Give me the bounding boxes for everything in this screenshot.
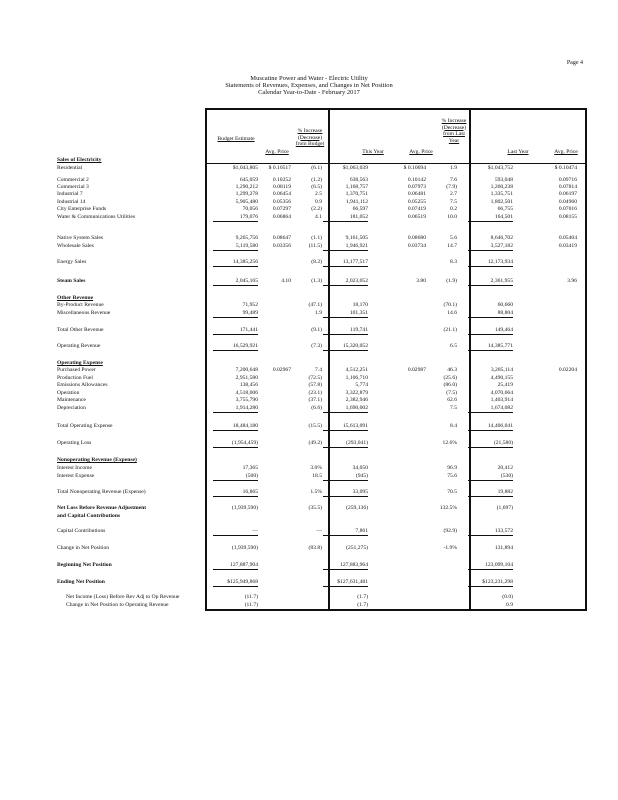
cell-this-year: 119,741 [323,327,368,335]
cell-budget: 70,056 [242,206,258,212]
table-row [0,214,618,222]
table-row [0,278,618,286]
cell-last-year-avg-price: $ 0.10474 [554,165,577,171]
cell-this-year: 127,883,964 [323,562,368,570]
table-row [0,528,618,536]
cell-this-year-avg-price: $ 0.10694 [403,165,426,171]
row-label: Interest Expense [57,473,95,479]
row-label: and Capital Contributions [57,513,121,519]
row-label: Depreciation [57,405,86,411]
table-row [0,405,618,413]
table-row [0,243,618,251]
cell-this-year: (293,041) [323,440,368,448]
col-header-last-avg: Avg. Price [554,149,578,155]
cell-budget: (1,939,590) [231,545,258,551]
table-row [0,473,618,481]
cell-this-year-pct: 2.7 [450,191,457,197]
cell-budget: 2,951,580 [235,375,258,381]
cell-this-year-avg-price: 0.02987 [407,367,426,373]
row-label: Water & Communications Utilities [57,214,136,220]
cell-budget: 179,076 [213,214,258,222]
row-label: Sales of Electricity [57,157,102,163]
cell-this-year: 13,177,517 [323,259,368,267]
cell-last-year-avg-price: 0.05404 [558,235,577,241]
cell-budget-pct: (6.1) [311,165,322,171]
cell-last-year: 60,660 [497,302,513,308]
cell-last-year: 4,490,155 [490,375,513,381]
cell-budget-pct: 7.4 [315,367,322,373]
cell-this-year-pct: 6.5 [450,343,457,349]
row-label: Miscellaneous Revenue [57,310,111,316]
cell-this-year-pct: (70.1) [443,302,457,308]
cell-budget-pct: 1.5% [310,489,322,495]
cell-budget-avg-price: 0.10252 [272,177,291,183]
row-label: Beginning Net Position [57,562,112,568]
cell-this-year-pct: 7.6 [450,177,457,183]
cell-this-year-pct: 7.5 [450,405,457,411]
cell-last-year-avg-price: 0.04960 [558,199,577,205]
cell-last-year: 88,804 [468,310,513,318]
cell-this-year: 15,320,052 [323,343,368,351]
cell-budget: 127,887,904 [213,562,258,570]
table-row [0,343,618,351]
cell-last-year: 2,361,955 [468,278,513,286]
cell-this-year: 1,370,751 [345,191,368,197]
cell-this-year-pct: 96.9 [447,465,457,471]
cell-this-year: (1.7) [357,602,368,608]
cell-this-year-avg-price: 0.08680 [407,235,426,241]
table-row [0,367,618,375]
cell-budget-pct: 3.0% [310,465,322,471]
cell-budget: 16,865 [213,489,258,497]
cell-last-year: (21,580) [468,440,513,448]
cell-budget: $1,043,805 [232,165,258,171]
table-row [0,602,618,610]
row-label: Interest Income [57,465,92,471]
cell-last-year-avg-price: 0.03419 [558,243,577,249]
row-label: Total Other Revenue [57,327,104,333]
cell-budget-pct: (47.1) [308,302,322,308]
cell-budget: 99,489 [213,310,258,318]
cell-this-year-pct: 14.7 [447,243,457,249]
cell-last-year-avg-price: 0.02204 [558,367,577,373]
cell-last-year: 1,674,082 [468,405,513,413]
cell-this-year: $1,063,039 [342,165,368,171]
cell-this-year: 2,382,946 [345,397,368,403]
row-label: Energy Sales [57,259,87,265]
cell-budget-pct: (1.2) [311,177,322,183]
cell-this-year: (1.7) [357,594,368,600]
cell-this-year-pct: (7.5) [446,390,457,396]
cell-budget-pct: (83.8) [308,545,322,551]
cell-last-year: 1,802,501 [490,199,513,205]
cell-this-year: 1,946,921 [323,243,368,251]
cell-this-year-avg-price: 0.07419 [407,206,426,212]
row-label: Capital Contributions [57,528,106,534]
cell-last-year: 20,412 [497,465,513,471]
cell-last-year: 1,260,238 [490,184,513,190]
cell-last-year: 133,572 [468,528,513,536]
row-label: Maintenance [57,397,86,403]
cell-budget-pct: 2.5 [315,191,322,197]
cell-this-year-pct: -1.9% [443,545,457,551]
cell-budget: (500) [213,473,258,481]
row-label: Ending Net Position [57,579,105,585]
cell-budget: 18,484,180 [213,423,258,431]
cell-this-year-pct: 12.6% [442,440,457,446]
cell-this-year: 7,861 [323,528,368,536]
cell-last-year: 3,527,182 [468,243,513,251]
cell-last-year: 131,894 [494,545,513,551]
row-label: City Enterprise Funds [57,206,107,212]
cell-budget-avg-price: 4.10 [281,278,291,284]
col-header-this-year: This Year [362,149,384,155]
cell-last-year: 19,882 [468,489,513,497]
table-row [0,440,618,448]
col-header-last-year: Last Year [507,149,529,155]
cell-this-year: 2,023,052 [323,278,368,286]
cell-budget-avg-price: 0.06864 [272,214,291,220]
cell-this-year-pct: (1.9) [446,278,457,284]
cell-budget: 5,905,480 [235,199,258,205]
report-subtitle: Statements of Revenues, Expenses, and Changes in Net Position [225,82,393,89]
row-label: Change in Net Position [57,545,110,551]
cell-this-year-pct: 75.6 [447,473,457,479]
section-heading [0,157,618,165]
row-label: Operating Revenue [57,343,101,349]
col-header-this-avg: Avg. Price [409,149,433,155]
cell-budget: (11.7) [244,594,258,600]
cell-last-year: 593,048 [494,177,513,183]
cell-budget: 14,385,256 [213,259,258,267]
table-row [0,513,618,521]
cell-last-year: 149,464 [468,327,513,335]
cell-budget-pct: (49.2) [308,440,322,446]
row-label: Operating Loss [57,440,92,446]
cell-budget: 17,365 [242,465,258,471]
cell-last-year: 3,285,114 [490,367,513,373]
cell-this-year: 5,774 [355,382,368,388]
cell-this-year-pct: (21.1) [443,327,457,333]
table-row [0,206,618,214]
cell-budget: 16,529,921 [213,343,258,351]
table-row [0,562,618,570]
cell-this-year-avg-price: 0.06481 [407,191,426,197]
row-label: Native System Sales [57,235,103,241]
table-row [0,594,618,602]
col-header-budget: Budget Estimate [217,136,255,142]
cell-budget: 7,200,648 [235,367,258,373]
cell-last-year-avg-price: 0.07016 [558,206,577,212]
row-label: Operating Expense [57,360,103,366]
cell-budget-pct: (9.1) [311,327,322,333]
cell-budget-pct: — [316,528,322,534]
row-label: Total Nonoperating Revenue (Expense) [57,489,146,495]
row-label: Net Income (Loss) Before Rev Adj to Op Revenue [66,594,180,600]
table-row [0,465,618,473]
row-label: Net Loss Before Revenue Adjustment [57,505,147,511]
row-label: Other Revenue [57,295,94,301]
cell-this-year-pct: 132.5% [439,505,457,511]
cell-this-year-pct: 46.3 [447,367,457,373]
section-heading [0,457,618,465]
cell-last-year: 1,335,751 [490,191,513,197]
cell-this-year-pct: 70.5 [447,489,457,495]
cell-budget: 4,518,006 [235,390,258,396]
cell-last-year-avg-price: 0.08155 [558,214,577,220]
row-label: Residential [57,165,83,171]
cell-this-year-pct: 1.9 [450,165,457,171]
cell-last-year: (0.0) [502,594,513,600]
row-label: Operation [57,390,80,396]
table-row [0,310,618,318]
table-row [0,382,618,390]
cell-budget: 1,914,280 [213,405,258,413]
cell-this-year-avg-price: 0.10142 [407,177,426,183]
cell-budget: $125,949,868 [213,579,258,587]
cell-budget-avg-price: 0.07297 [272,206,291,212]
cell-last-year-avg-price: 0.06197 [558,191,577,197]
table-row [0,489,618,497]
cell-this-year-avg-price: 0.03734 [407,243,426,249]
cell-last-year: 14,385,771 [468,343,513,351]
cell-this-year: 33,095 [323,489,368,497]
cell-this-year-pct: 8.4 [450,423,457,429]
cell-budget-pct: (37.1) [308,397,322,403]
table-row [0,191,618,199]
cell-budget-pct: (11.5) [308,243,322,249]
cell-this-year: (945) [323,473,368,481]
page-number: Page 4 [566,60,583,66]
cell-this-year: $127,631,481 [323,579,368,587]
cell-last-year: 8,646,702 [490,235,513,241]
cell-budget-pct: (6.5) [311,184,322,190]
row-label: Commercial 2 [57,177,89,183]
cell-budget: 9,265,756 [235,235,258,241]
cell-budget: 71,952 [242,302,258,308]
cell-this-year-pct: 0.2 [450,206,457,212]
cell-this-year: 66,597 [352,206,368,212]
cell-budget: (1,954,459) [213,440,258,448]
cell-this-year-avg-price: 0.06519 [407,214,426,220]
table-row [0,545,618,553]
cell-budget-pct: 18.5 [312,473,322,479]
row-label: Industrial 7 [57,191,83,197]
cell-budget-pct: (57.8) [308,382,322,388]
cell-this-year: 18,170 [352,302,368,308]
cell-this-year-pct: 5.6 [450,235,457,241]
cell-this-year: 15,613,091 [323,423,368,431]
table-row [0,165,618,173]
row-label: Production Fuel [57,375,93,381]
cell-this-year-pct: 14.6 [447,310,457,316]
cell-last-year: (1,697) [496,505,513,511]
cell-budget-pct: (8.2) [311,259,322,265]
cell-this-year: 1,168,757 [345,184,368,190]
cell-this-year-pct: (7.9) [446,184,457,190]
cell-this-year-avg-price: 0.07973 [407,184,426,190]
cell-budget: 171,441 [213,327,258,335]
cell-last-year: 14,406,041 [468,423,513,431]
cell-this-year-pct: 7.5 [450,199,457,205]
row-label: By-Product Revenue [57,302,104,308]
cell-this-year: 34,050 [352,465,368,471]
col-header-budget-pct: % Increase (Decrease) from Budget [295,128,325,147]
cell-last-year: 66,755 [497,206,513,212]
cell-this-year: 101,351 [323,310,368,318]
row-label: Industrial 14 [57,199,86,205]
cell-last-year: 4,070,664 [490,390,513,396]
cell-last-year-avg-price: 0.09716 [558,177,577,183]
report-period: Calendar Year-to-Date - February 2017 [258,89,360,96]
cell-budget: (1,939,590) [231,505,258,511]
table-row [0,397,618,405]
table-row [0,423,618,431]
cell-budget-avg-price: 0.05356 [272,199,291,205]
cell-budget-pct: 0.9 [315,199,322,205]
cell-this-year: 1,106,710 [345,375,368,381]
cell-this-year-pct: 62.6 [447,397,457,403]
cell-this-year: 181,052 [323,214,368,222]
cell-last-year: (530) [468,473,513,481]
cell-this-year: 638,563 [349,177,368,183]
cell-last-year: 0.9 [506,602,513,608]
row-label: Nonoperating Revenue (Expense) [57,457,137,463]
cell-this-year: (251,275) [346,545,368,551]
row-label: Emissions Allowances [57,382,108,388]
cell-last-year: 1,403,914 [490,397,513,403]
cell-last-year-avg-price: 3.96 [567,278,577,284]
table-row [0,327,618,335]
report-title: Muscatine Power and Water - Electric Utility [250,75,368,82]
cell-last-year-avg-price: 0.07814 [558,184,577,190]
cell-budget-pct: (15.5) [308,423,322,429]
cell-budget-pct: (72.5) [308,375,322,381]
cell-budget-avg-price: 0.06454 [272,191,291,197]
cell-last-year: 25,419 [497,382,513,388]
cell-this-year-pct: 8.3 [450,259,457,265]
cell-this-year: 3,322,879 [345,390,368,396]
row-label: Total Operating Expense [57,423,113,429]
cell-budget-avg-price: 0.08119 [273,184,291,190]
cell-budget: 1,299,278 [235,191,258,197]
table-row [0,259,618,267]
col-header-budget-avg: Avg. Price [265,149,289,155]
cell-last-year: $1,043,752 [487,165,513,171]
cell-budget-pct: (23.1) [308,390,322,396]
cell-budget: 645,059 [239,177,258,183]
cell-budget: 5,119,580 [213,243,258,251]
cell-budget-pct: (1.3) [311,278,322,284]
cell-this-year-avg-price: 3.80 [416,278,426,284]
cell-budget-pct: (7.3) [311,343,322,349]
col-header-this-pct: % Increase (Decrease) from Last Year [441,118,467,144]
table-row [0,302,618,310]
cell-budget: (11.7) [244,602,258,608]
cell-budget: — [213,528,258,536]
cell-budget-pct: 4.1 [315,214,322,220]
cell-this-year-avg-price: 0.05255 [407,199,426,205]
cell-last-year: 164,501 [468,214,513,222]
cell-budget-pct: 1.9 [315,310,322,316]
cell-budget-avg-price: $ 0.10517 [268,165,291,171]
row-label: Purchased Power [57,367,96,373]
cell-budget-pct: (2.2) [311,206,322,212]
cell-last-year: 12,173,934 [468,259,513,267]
cell-this-year-pct: (86.0) [443,382,457,388]
cell-budget-pct: (35.5) [308,505,322,511]
cell-this-year-pct: 10.0 [447,214,457,220]
cell-this-year: 1,941,112 [345,199,368,205]
cell-budget: 1,290,212 [235,184,258,190]
cell-budget: 138,456 [239,382,258,388]
cell-this-year: (259,136) [346,505,368,511]
cell-this-year-pct: (92.9) [443,528,457,534]
cell-budget: 2,045,165 [213,278,258,286]
row-label: Commercial 3 [57,184,89,190]
cell-budget: 3,755,790 [235,397,258,403]
cell-last-year: $123,231,298 [468,579,513,587]
cell-budget-pct: (1.1) [311,235,322,241]
cell-budget-pct: (6.6) [311,405,322,411]
cell-budget-avg-price: 0.02967 [272,367,291,373]
cell-budget-avg-price: 0.03356 [272,243,291,249]
row-label: Wholesale Sales [57,243,94,249]
row-label: Steam Sales [57,278,86,284]
table-row [0,579,618,587]
cell-this-year: 4,512,251 [345,367,368,373]
cell-budget-avg-price: 0.08647 [272,235,291,241]
table-row [0,235,618,243]
cell-this-year-pct: (25.6) [443,375,457,381]
row-label: Change in Net Position to Operating Revenue [66,602,169,608]
cell-this-year: 1,690,002 [323,405,368,413]
cell-this-year: 9,161,505 [345,235,368,241]
table-row [0,505,618,513]
cell-last-year: 123,099,104 [468,562,513,570]
